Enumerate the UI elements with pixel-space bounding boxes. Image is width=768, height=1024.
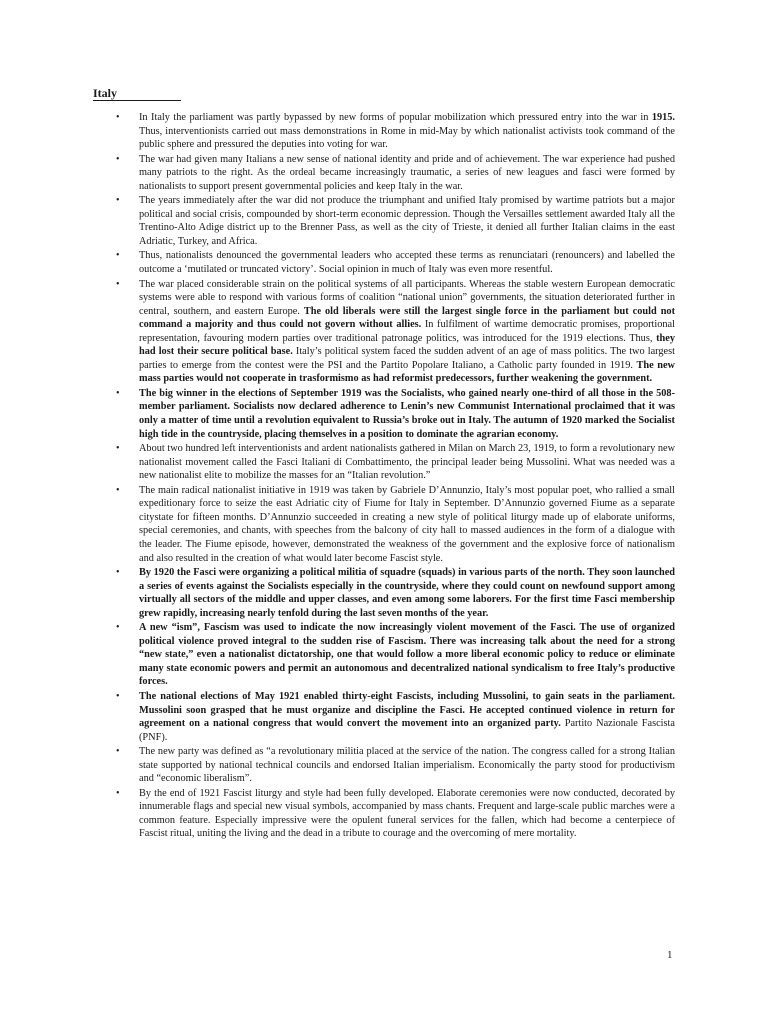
bullet-icon: •	[116, 484, 120, 496]
bullet-icon: •	[116, 622, 120, 634]
bullet-icon: •	[116, 690, 120, 702]
bullet-item	[114, 194, 675, 248]
bullet-bold-text: The big winner in the elections of September 1919 was the Socialists, who gained nearly one-third of all those in the 508-member parliament. Socialists now declared adherence to Lenin’s new Communist International proclaimed that it was only a matter of time until a revolution equivalent to Russia’s broke out in Italy. The autumn of 1920 marked the Socialist high tide in the countryside, placing themselves in a position to dominate the agrarian economy.	[139, 387, 675, 440]
bullet-text: In fulfilment of wartime democratic promises, proportional representation, favouring modern parties over traditional patronage politics, was introduced for the 1919 elections. Thus,	[139, 319, 675, 344]
bullet-text: By the end of 1921 Fascist liturgy and style had been fully developed. Elaborate ceremonies were now conducted, decorated by innumerable flags and special new visual symbols, accompanied by mass chants. Frequent and large-scale public marches were a common feature. Especially impressive were the opulent funeral services for the fallen, which had become a centerpiece of Fascist ritual, uniting the living and the dead in a tribute to courage and the overcoming of mere mortality.	[139, 787, 675, 840]
bullet-icon: •	[116, 250, 120, 262]
bullet-icon: •	[116, 112, 120, 123]
bullet-bold-text: By 1920 the Fasci were organizing a political militia of squadre (squads) in various parts of the north. They soon launched a series of events against the Socialists especially in the countryside, where they could count on newfound support among virtually all sectors of the middle and upper classes, and even among some laborers. For the first time Fasci membership grew rapidly, increasing nearly tenfold during the last seven months of the year.	[139, 567, 675, 619]
bullet-item	[114, 484, 675, 565]
bullet-item	[114, 566, 675, 620]
bullet-icon: •	[116, 195, 120, 207]
bullet-icon: •	[116, 567, 120, 579]
bullet-item	[114, 153, 675, 194]
bullet-text: About two hundred left interventionists and ardent nationalists gathered in Milan on March 23, 1919, to form a revolutionary new nationalist movement called the Fasci Italiani di Combattimento, the principal leader being Mussolini. What was needed was a new nationalist elite to mobilize the masses for an “Italian revolution.”	[139, 443, 675, 482]
bullet-text: In Italy the parliament was partly bypassed by new forms of popular mobilization which pressured entry into the war in	[139, 112, 652, 123]
bullet-text: The war had given many Italians a new sense of national identity and pride and of achievement. The war experience had pushed many patriots to the right. As the ordeal became increasingly traumatic, a series of new leagues and fasci were formed by nationalists to support present governmental policies and keep Italy in the war.	[139, 153, 675, 192]
bullet-text: The new party was defined as “a revolutionary militia placed at the service of the nation. The congress called for a strong Italian state supported by national technical councils and endorsed Italian imperialism. Economically the party stood for productivism and “economic liberalism”.	[139, 746, 675, 785]
bullet-item	[114, 249, 675, 276]
bullet-icon: •	[116, 387, 120, 399]
bullet-bold-text: The national elections of May 1921 enabled thirty-eight Fascists, including Mussolini, to gain seats in the parliament. Mussolini soon grasped that he must organize and discipline the Fasci. He accepted continued violence in return for agreement on a national congress that would convert the movement into an organized party.	[139, 690, 675, 730]
bullet-text: The war placed considerable strain on the political systems of all participants. Whereas the stable western European democratic systems were able to respond with various forms of coalition “national union” governments, the situation deteriorated further in central, southern, and eastern Europe.	[139, 278, 675, 317]
bullet-bold-text: 1915.	[651, 112, 675, 123]
bullet-icon: •	[116, 787, 120, 799]
bullet-icon: •	[116, 443, 120, 455]
bullet-icon: •	[116, 153, 120, 165]
bullet-bold-text: they had lost their secure political base.	[139, 332, 675, 358]
bullet-item	[114, 442, 675, 483]
page-number: 1	[667, 949, 673, 961]
bullet-list	[114, 111, 675, 842]
bullet-text: Thus, nationalists denounced the governmental leaders who accepted these terms as renunciatari (renouncers) and labelled the outcome a ‘mutilated or truncated victory’. Social opinion in much of Italy was even more resentful.	[139, 250, 675, 276]
bullet-bold-text: The new mass parties would not cooperate in trasformismo as had reformist predecessors, further weakening the government.	[139, 359, 675, 385]
bullet-icon: •	[116, 746, 120, 758]
bullet-text: The main radical nationalist initiative in 1919 was taken by Gabriele D’Annunzio, Italy’s most popular poet, who rallied a small expeditionary force to seize the east Adriatic city of Fiume for Italy in September. D’Annunzio governed Fiume as a separate citystate for fifteen months. D’Annunzio succeeded in creating a new style of political liturgy made up of elaborate uniforms, special ceremonies, and chants, with speeches from the balcony of city hall to massed audiences in the form of a dialogue with the leader. The Fiume episode, however, demonstrated the weakness of the government and the explosive force of nationalism and also resulted in the creation of what would later become Fascist style.	[139, 484, 675, 564]
bullet-item	[114, 787, 675, 841]
bullet-text: Thus, interventionists carried out mass demonstrations in Rome in mid-May by which nationalist activists took command of the public sphere and pressured the deputies into voting for war.	[139, 125, 675, 151]
bullet-text: The years immediately after the war did not produce the triumphant and unified Italy promised by wartime patriots but a major political and social crisis, compounded by short-term economic depression. Though the Versailles settlement awarded Italy all the Trentino-Alto Adige district up to the Brenner Pass, as well as the city of Trieste, it denied all further Italian claims in the east Adriatic, Turkey, and Africa.	[139, 195, 675, 247]
bullet-text: Italy’s political system faced the sudden advent of an age of mass politics. The two largest parties to emerge from the contest were the PSI and the Partito Popolare Italiano, a Catholic party founded in 1919.	[139, 346, 675, 371]
bullet-icon: •	[116, 278, 120, 290]
bullet-item	[114, 111, 675, 152]
bullet-item	[114, 621, 675, 689]
bullet-item	[114, 387, 675, 441]
bullet-bold-text: The old liberals were still the largest single force in the parliament but could not command a majority and thus could not govern without allies.	[139, 305, 675, 331]
bullet-text: Partito Nazionale Fascista (PNF).	[139, 718, 675, 743]
bullet-item	[114, 278, 675, 386]
bullet-bold-text: A new “ism”, Fascism was used to indicate the now increasingly violent movement of the Fasci. The use of organized political violence proved integral to the sudden rise of Fascism. There was increasing talk about the need for a strong “new state,” even a nationalist dictatorship, one that would follow a more liberal economic policy to reduce or eliminate many state economic powers and permit an autonomous and decentralized national syndicalism to free Italy’s productive forces.	[139, 622, 675, 688]
section-heading: Italy	[93, 87, 181, 101]
bullet-item	[114, 690, 675, 744]
bullet-item	[114, 745, 675, 786]
